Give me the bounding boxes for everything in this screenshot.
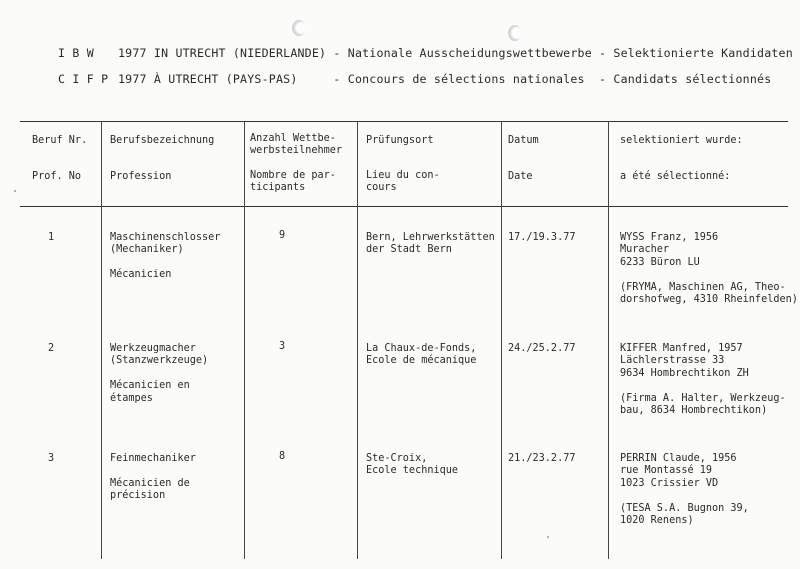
row-2-selected: KIFFER Manfred, 1957 Lächlerstrasse 33 9634 Hombrechtikon ZH (Firma A. Halter, Werkzeug- bau, 8634 Hombrechtikon) bbox=[620, 343, 786, 417]
column-divider bbox=[101, 121, 102, 559]
row-3-date: 21./23.2.77 bbox=[508, 453, 576, 464]
col-head-place-de: Prüfungsort bbox=[366, 135, 434, 146]
column-divider bbox=[608, 121, 609, 559]
col-head-place-fr: Lieu du con- cours bbox=[366, 170, 440, 194]
row-2-date: 24./25.2.77 bbox=[508, 343, 576, 354]
row-3-nr: 3 bbox=[48, 453, 55, 464]
row-1-date: 17./19.3.77 bbox=[508, 232, 576, 243]
header-text-de: 1977 IN UTRECHT (NIEDERLANDE) - Nationale Ausscheidungswettbewerbe - Selektionierte Kandidaten bbox=[118, 46, 793, 60]
col-head-selected-de: selektioniert wurde: bbox=[620, 135, 743, 146]
col-head-nr-fr: Prof. No bbox=[32, 171, 82, 182]
row-3-participants: 8 bbox=[279, 451, 286, 462]
col-head-selected-fr: a été sélectionné: bbox=[620, 171, 731, 182]
row-1-selected: WYSS Franz, 1956 Muracher 6233 Büron LU (FRYMA, Maschinen AG, Theo- dorshofweg, 4310 Rheinfelden) bbox=[620, 232, 798, 306]
table-top-rule bbox=[20, 121, 788, 122]
col-head-profession-fr: Profession bbox=[110, 171, 172, 182]
row-1-participants: 9 bbox=[279, 230, 286, 241]
row-3-profession: Feinmechaniker Mécanicien de précision bbox=[110, 453, 196, 502]
row-2-participants: 3 bbox=[279, 341, 286, 352]
row-3-selected: PERRIN Claude, 1956 rue Montassé 19 1023 Crissier VD (TESA S.A. Bugnon 39, 1020 Renens) bbox=[620, 453, 749, 527]
row-1-place: Bern, Lehrwerkstätten der Stadt Bern bbox=[366, 232, 495, 256]
col-head-date-de: Datum bbox=[508, 135, 539, 146]
row-2-nr: 2 bbox=[48, 343, 55, 354]
scan-speck bbox=[547, 536, 549, 538]
table-header-rule bbox=[20, 206, 788, 207]
col-head-participants-fr: Nombre de par- ticipants bbox=[250, 170, 336, 194]
col-head-profession-de: Berufsbezeichnung bbox=[110, 135, 215, 146]
punch-hole bbox=[292, 20, 306, 36]
col-head-date-fr: Date bbox=[508, 171, 533, 182]
column-divider bbox=[244, 121, 245, 559]
column-divider bbox=[357, 121, 358, 559]
scan-speck bbox=[14, 190, 16, 192]
col-head-nr-de: Beruf Nr. bbox=[32, 135, 88, 146]
header-text-fr: 1977 À UTRECHT (PAYS-PAS) - Concours de sélections nationales - Candidats sélectionnés bbox=[118, 72, 772, 86]
row-1-nr: 1 bbox=[48, 232, 55, 243]
punch-hole bbox=[508, 25, 522, 41]
row-2-profession: Werkzeugmacher (Stanzwerkzeuge) Mécanicien en étampes bbox=[110, 343, 209, 404]
row-2-place: La Chaux-de-Fonds, Ecole de mécanique bbox=[366, 343, 477, 367]
column-divider bbox=[501, 121, 502, 559]
org-ibw: I B W bbox=[58, 46, 94, 60]
row-3-place: Ste-Croix, Ecole technique bbox=[366, 453, 459, 477]
org-cifp: C I F P bbox=[58, 72, 109, 86]
row-1-profession: Maschinenschlosser (Mechaniker) Mécanicien bbox=[110, 232, 221, 281]
col-head-participants-de: Anzahl Wettbe- werbsteilnehmer bbox=[250, 133, 343, 157]
